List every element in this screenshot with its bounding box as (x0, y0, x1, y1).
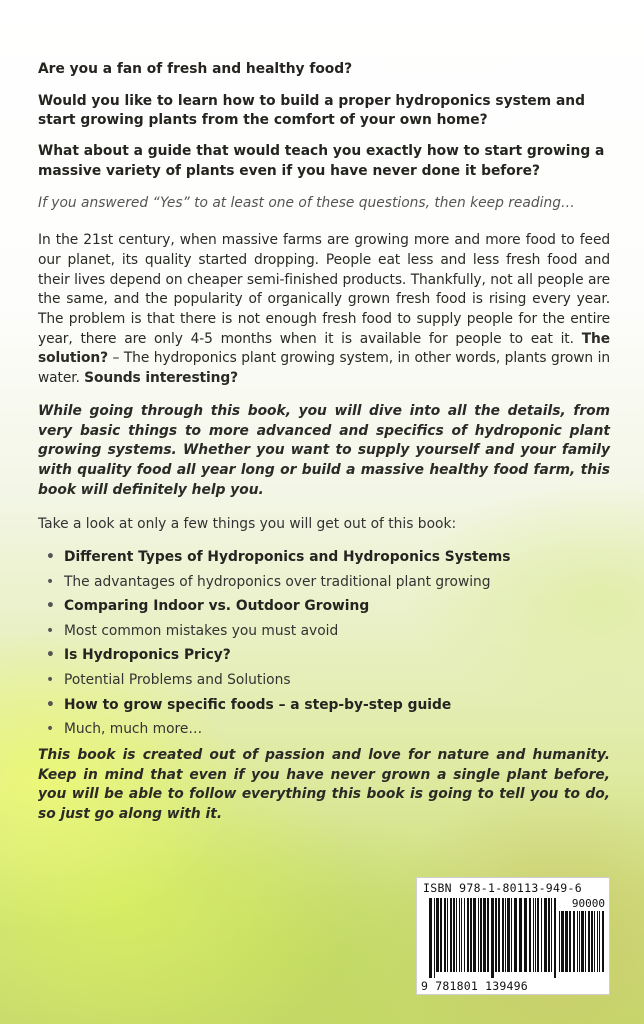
barcode-bar (487, 898, 489, 972)
body-text-2: – The hydroponics plant growing system, in other words, plants grown in water. (38, 350, 610, 387)
list-item: • Is Hydroponics Pricy? (46, 646, 610, 666)
barcode-bar (444, 898, 446, 972)
question-1: Are you a fan of fresh and healthy food? (38, 61, 353, 77)
list-item: • Comparing Indoor vs. Outdoor Growing (46, 597, 610, 617)
barcode-bar (507, 898, 510, 972)
intro-bold-paragraph: While going through this book, you will dive into all the details, from very basic things to more advanced and specifics of hydroponic plant growing systems. Whether you want to supply yourself and your family with quality food all year long or build a massive healthy food farm, this book will definitely help you. (38, 402, 610, 498)
barcode-bar (478, 898, 479, 972)
barcode-bar (577, 911, 578, 972)
lead-line: If you answered “Yes” to at least one of these questions, then keep reading… (38, 194, 575, 211)
barcode-bar (434, 898, 435, 978)
barcode-bar (585, 911, 586, 972)
barcode-bar (440, 898, 442, 972)
barcode-bar (544, 898, 547, 972)
barcode-bar (529, 898, 531, 972)
isbn-barcode (416, 877, 610, 995)
barcode-bar (429, 898, 432, 978)
barcode-bar (588, 911, 590, 972)
barcode-bar (473, 898, 476, 972)
barcode-bar (519, 898, 522, 972)
list-item: • How to grow specific foods – a step-by-step guide (46, 696, 610, 716)
solution-label: The solution? (38, 330, 610, 367)
list-item: • Potential Problems and Solutions (46, 671, 610, 691)
barcode-bar (480, 898, 482, 972)
isbn-digits: 9 781801 139496 (421, 979, 528, 993)
list-item: • The advantages of hydroponics over traditional plant growing (46, 573, 610, 593)
barcode-bar (599, 911, 600, 972)
barcode-bar (483, 898, 486, 972)
barcode-bar (436, 898, 439, 972)
list-item: • Different Types of Hydroponics and Hydroponics Systems (46, 548, 610, 568)
barcode-bar (554, 898, 556, 978)
barcode-bar (470, 898, 472, 972)
barcode-bar (456, 898, 457, 972)
barcode-bar (559, 911, 560, 972)
question-3: What about a guide that would teach you exactly how to start growing a massive variety of plants even if you have never done it before? (38, 143, 605, 179)
barcode-bar (511, 898, 512, 972)
barcode-bar (569, 911, 571, 972)
question-2: Would you like to learn how to build a proper hydroponics system and start growing plants from the comfort of your own home? (38, 92, 585, 129)
barcode-bar (573, 911, 575, 972)
barcode-bar (447, 898, 448, 972)
barcode-bar (461, 898, 462, 972)
barcode-bar (467, 898, 469, 972)
barcode-bar (551, 898, 552, 972)
barcode-bar (541, 898, 542, 972)
barcode-bar (491, 898, 494, 978)
barcode-bar (453, 898, 455, 972)
price-code: 90000 (571, 897, 605, 910)
barcode-bar (548, 898, 550, 972)
sounds-interesting: Sounds interesting? (84, 370, 239, 387)
barcode-bar (597, 911, 598, 972)
take-look-line: Take a look at only a few things you will get out of this book: (38, 516, 457, 533)
barcode-bar (459, 898, 460, 972)
barcode-bar (464, 898, 465, 972)
list-item: • Much, much more… (46, 720, 610, 740)
barcode-bar (495, 898, 497, 972)
barcode-bar (581, 911, 584, 972)
barcode-bar (524, 898, 527, 972)
back-cover-text (38, 60, 610, 825)
addon-bars (559, 911, 605, 978)
barcode-bar (505, 898, 506, 972)
closing-paragraph: This book is created out of passion and love for nature and humanity. Keep in mind that even if you have never grown a single plant before, you will be able to follow everything this book is going to tell you to do, so just go along with it. (38, 746, 610, 823)
feature-list (38, 548, 610, 740)
barcode-bar (502, 898, 504, 972)
barcode-bar (514, 898, 517, 972)
barcode-bar (450, 898, 452, 972)
body-paragraph (38, 231, 610, 389)
barcode-bar (594, 911, 595, 972)
list-item: • Most common mistakes you must avoid (46, 622, 610, 642)
barcode-bar (591, 911, 593, 972)
barcode-bar (565, 911, 568, 972)
body-text-1: In the 21st century, when massive farms are growing more and more food to feed our planet, its quality started dropping. People eat less and less fresh food and their lives depend on cheaper semi-finished products. Thankfully, not all people are the same, and the popularity of organically grown fresh food is rising every year. The problem is that there is not enough fresh food to supply people for the entire year, there are only 4-5 months when it is available for people to eat it. (38, 232, 610, 347)
barcode-bar (498, 898, 500, 972)
ean-bars (429, 898, 557, 978)
barcode-bar (535, 898, 536, 972)
barcode-bar (561, 911, 564, 972)
barcode-bar (533, 898, 534, 972)
barcode-bar (602, 911, 604, 972)
barcode-bar (579, 911, 580, 972)
barcode-bar (537, 898, 539, 972)
isbn-label: ISBN 978-1-80113-949-6 (423, 881, 582, 895)
